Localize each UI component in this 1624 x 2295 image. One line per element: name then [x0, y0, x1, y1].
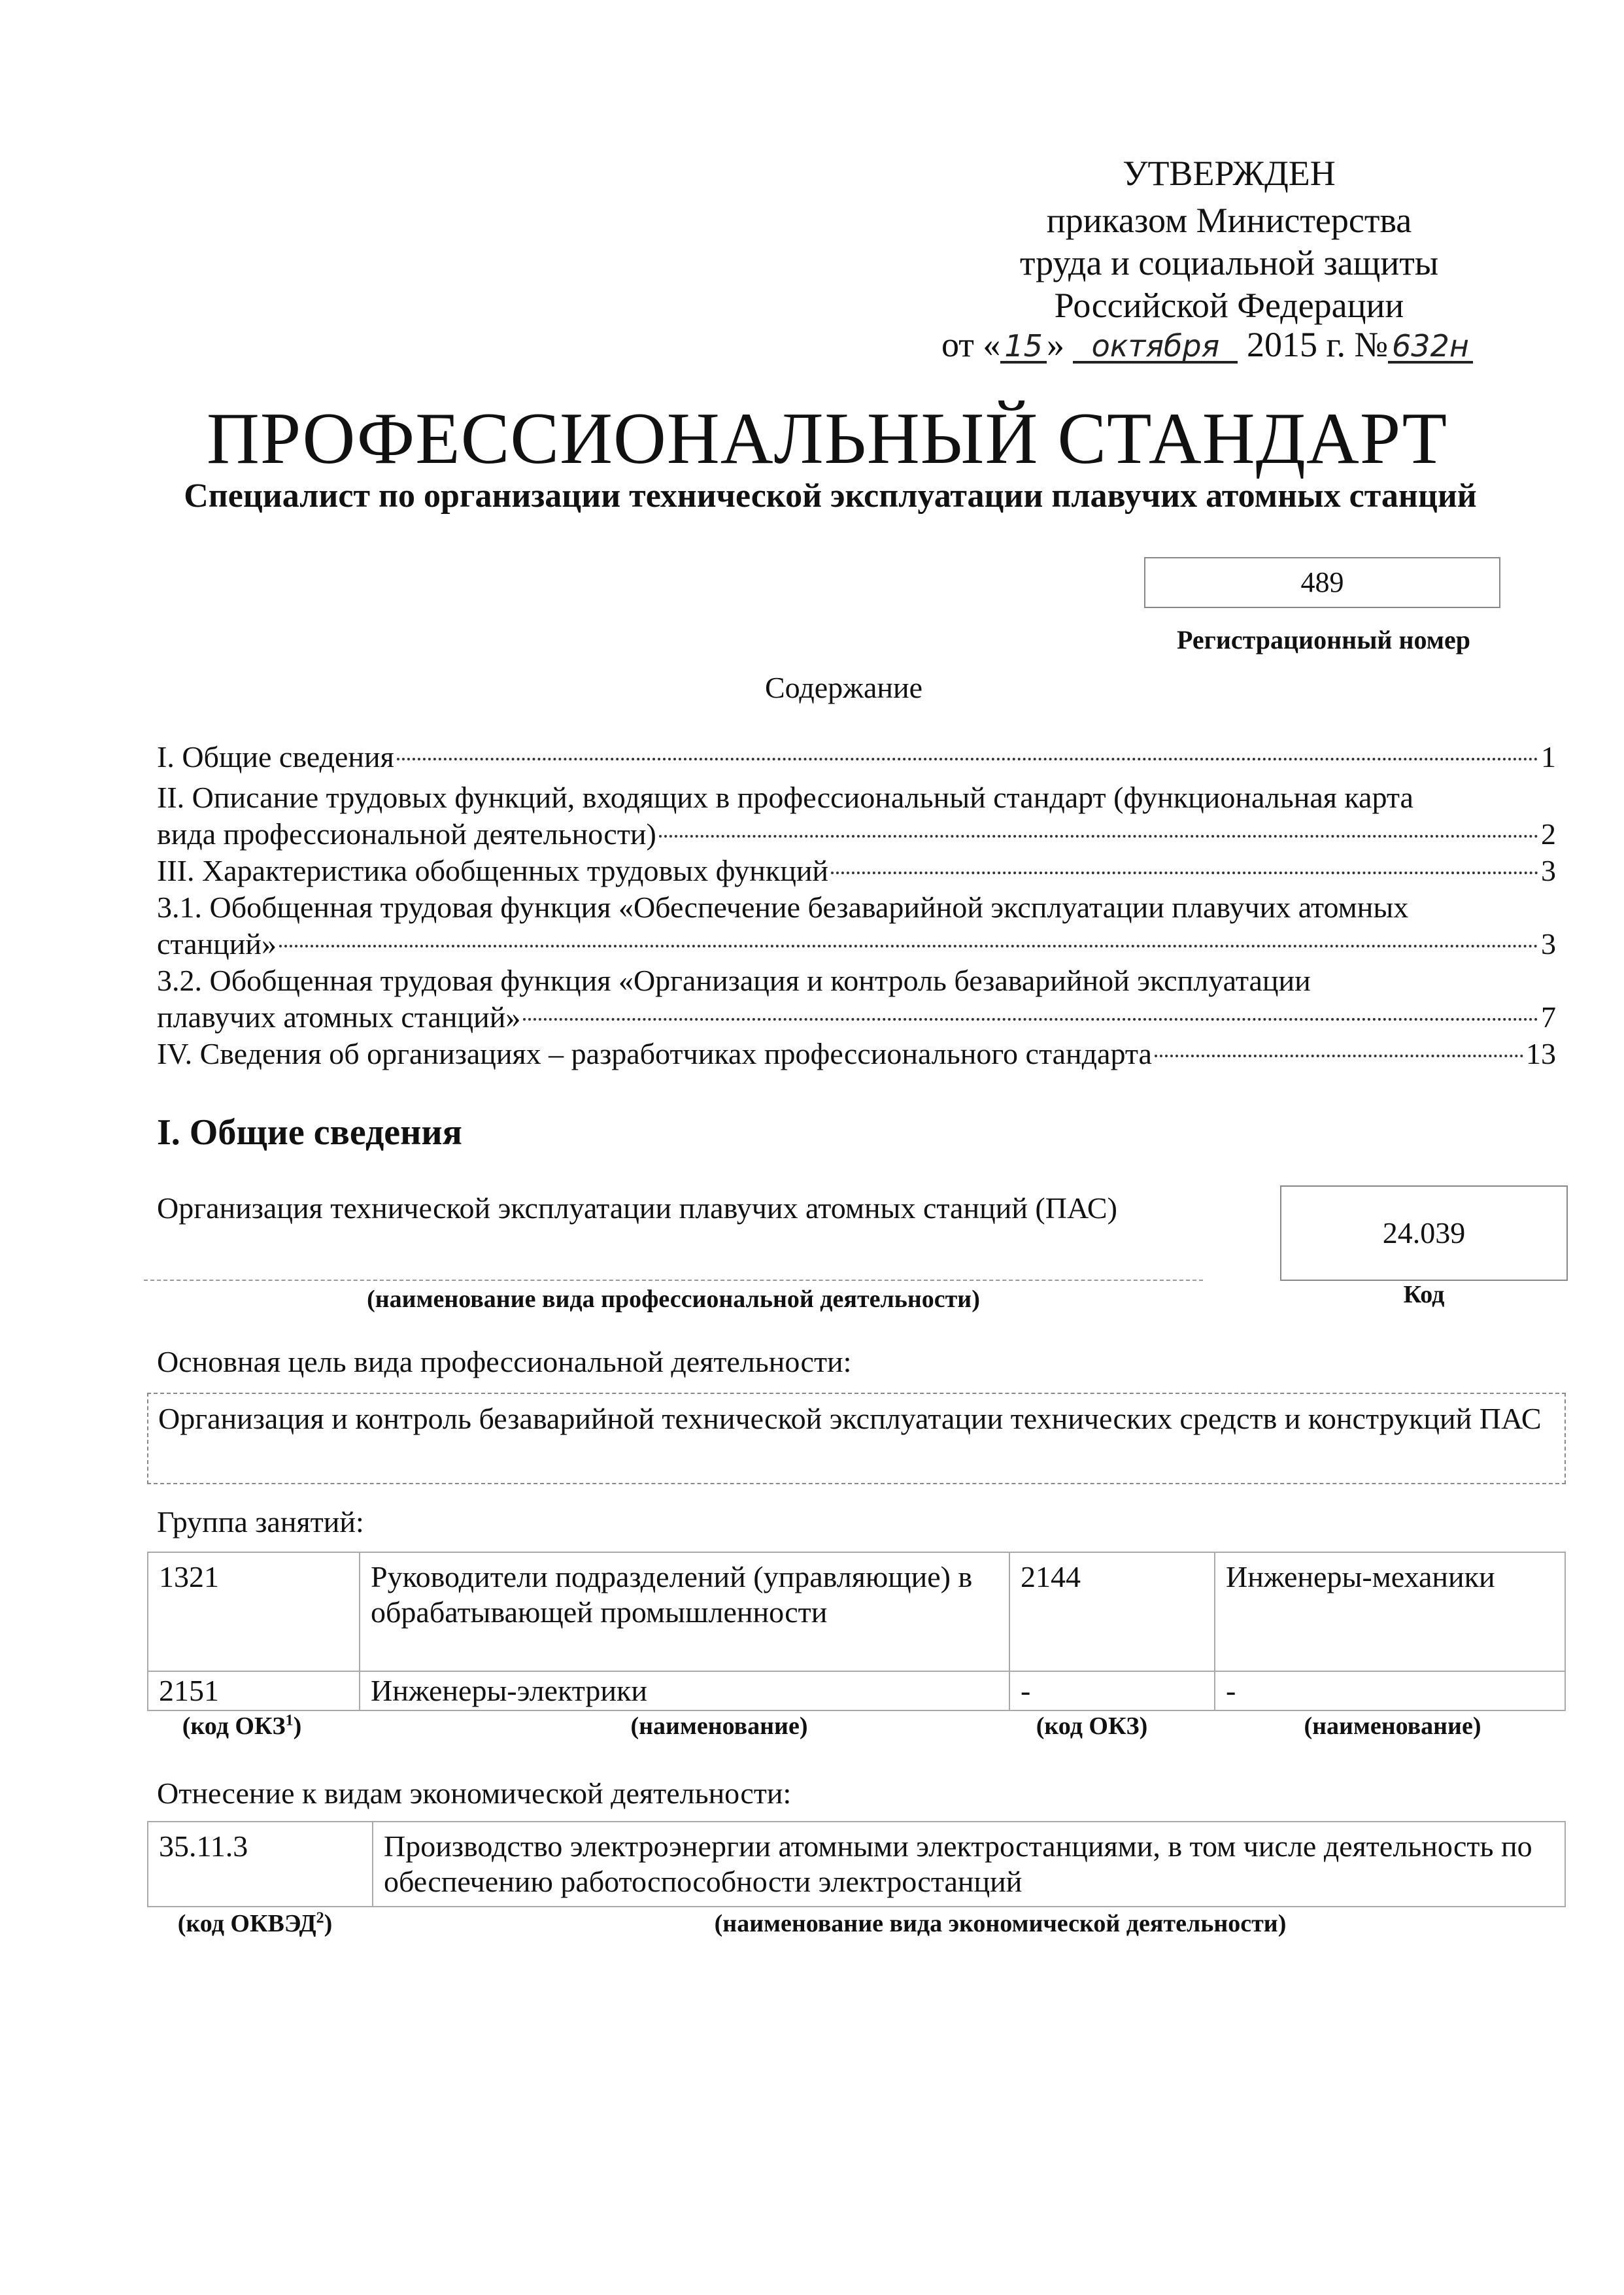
toc-page: 1: [1541, 740, 1556, 774]
toc-leader: [1155, 1055, 1523, 1057]
toc-item[interactable]: [157, 739, 1556, 775]
approval-line-3: Российской Федерации: [1054, 286, 1404, 325]
caption-text: (код ОКЗ: [182, 1712, 286, 1740]
okz-code-cell: 2151: [148, 1671, 360, 1710]
registration-number-box: [1144, 557, 1500, 608]
occupation-name-cell: Инженеры-механики: [1215, 1552, 1565, 1671]
registration-number-label: Регистрационный номер: [1177, 625, 1471, 654]
name-caption: (наименование): [630, 1712, 808, 1740]
activity-code: 24.039: [1382, 1216, 1466, 1250]
name-caption-2: (наименование): [1304, 1712, 1481, 1740]
toc-item-text: станций»: [157, 927, 277, 960]
footnote-mark: 2: [316, 1909, 324, 1927]
toc-item[interactable]: [157, 1036, 1556, 1072]
toc-item-text: II. Описание трудовых функций, входящих в профессиональный стандарт (функциональная карта: [157, 781, 1413, 814]
econ-label: Отнесение к видам экономической деятельности:: [157, 1776, 792, 1810]
approval-status: УТВЕРЖДЕН: [1123, 154, 1336, 193]
toc-item-cont[interactable]: [157, 816, 1556, 853]
handwritten-month: октября: [1073, 331, 1238, 364]
goal-label: Основная цель вида профессиональной деятельности:: [157, 1345, 852, 1378]
handwritten-day: 15: [1000, 331, 1047, 364]
toc-item-text: вида профессиональной деятельности): [157, 817, 656, 851]
toc-leader: [397, 758, 1538, 760]
footnote-mark: 1: [285, 1712, 294, 1729]
toc-item[interactable]: [157, 853, 1556, 889]
toc-item-text: 3.1. Обобщенная трудовая функция «Обеспечение безаварийной эксплуатации плавучих атомных: [157, 891, 1409, 924]
economic-activity-name-cell: Производство электроэнергии атомными электростанциями, в том числе деятельность по обеспечению работоспособности электростанций: [373, 1822, 1565, 1907]
table-row: [148, 1671, 1565, 1710]
toc-leader: [831, 872, 1538, 874]
toc-page: 2: [1541, 817, 1556, 851]
okz-code-cell: -: [1009, 1671, 1215, 1710]
table-row: [148, 1822, 1565, 1907]
toc-leader: [659, 835, 1538, 838]
occupation-groups-table: [147, 1552, 1566, 1711]
code-label: Код: [1403, 1281, 1445, 1308]
caption-text: ): [324, 1910, 333, 1937]
document-title: ПРОФЕССИОНАЛЬНЫЙ СТАНДАРТ: [207, 398, 1447, 479]
toc-item-text: 3.2. Обобщенная трудовая функция «Организация и контроль безаварийной эксплуатации: [157, 964, 1311, 997]
activity-code-box: [1280, 1185, 1568, 1281]
occupation-name-cell: -: [1215, 1671, 1565, 1710]
econ-name-caption: (наименование вида экономической деятельности): [714, 1910, 1287, 1937]
occupation-name-cell: Руководители подразделений (управляющие) в обрабатывающей промышленности: [360, 1552, 1009, 1671]
toc-page: 3: [1541, 854, 1556, 887]
activity-caption: (наименование вида профессиональной деятельности): [367, 1285, 980, 1313]
approval-line-1: приказом Министерства: [1046, 201, 1412, 240]
table-row: [148, 1552, 1565, 1671]
date-mid: »: [1046, 325, 1064, 364]
toc-item-text: I. Общие сведения: [157, 740, 394, 774]
toc-item[interactable]: [157, 889, 1556, 926]
contents-list: [157, 739, 1556, 1072]
toc-item[interactable]: [157, 779, 1556, 816]
toc-item[interactable]: [157, 962, 1556, 999]
toc-page: 13: [1526, 1037, 1556, 1070]
okz-code-cell: 2144: [1009, 1552, 1215, 1671]
economic-activity-table: [147, 1821, 1566, 1907]
goal-text: Организация и контроль безаварийной технической эксплуатации технических средств и конструкций ПАС: [158, 1402, 1542, 1435]
activity-name: Организация технической эксплуатации плавучих атомных станций (ПАС): [157, 1191, 1117, 1225]
toc-item-text: III. Характеристика обобщенных трудовых функций: [157, 854, 829, 887]
section-heading: I. Общие сведения: [157, 1112, 462, 1153]
okved-code-cell: 35.11.3: [148, 1822, 373, 1907]
okz-code-cell: 1321: [148, 1552, 360, 1671]
goal-box: [147, 1393, 1566, 1484]
toc-item-cont[interactable]: [157, 926, 1556, 962]
toc-page: 7: [1541, 1000, 1556, 1034]
registration-number: 489: [1300, 566, 1344, 598]
toc-item-text: IV. Сведения об организациях – разработчиках профессионального стандарта: [157, 1037, 1152, 1070]
toc-leader: [279, 945, 1538, 947]
document-subtitle: Специалист по организации технической эксплуатации плавучих атомных станций: [184, 477, 1477, 515]
caption-text: (код ОКВЭД: [177, 1910, 316, 1937]
occupation-name-cell: Инженеры-электрики: [360, 1671, 1009, 1710]
okz-code-caption: [157, 1712, 327, 1741]
toc-item-cont[interactable]: [157, 999, 1556, 1036]
toc-page: 3: [1541, 927, 1556, 960]
date-prefix: от «: [941, 325, 1001, 364]
toc-leader: [523, 1018, 1538, 1021]
approval-line-2: труда и социальной защиты: [1019, 243, 1439, 282]
okved-code-caption: [157, 1909, 353, 1938]
handwritten-order-number: 632н: [1388, 331, 1473, 364]
activity-underline: [144, 1280, 1203, 1281]
group-label: Группа занятий:: [157, 1505, 364, 1538]
approval-date-line: [941, 327, 1569, 364]
toc-item-text: плавучих атомных станций»: [157, 1000, 521, 1034]
contents-heading: Содержание: [765, 671, 923, 704]
date-year: 2015 г. №: [1246, 325, 1389, 364]
okz-code-caption-2: (код ОКЗ): [1036, 1712, 1148, 1740]
caption-text: ): [293, 1712, 302, 1740]
